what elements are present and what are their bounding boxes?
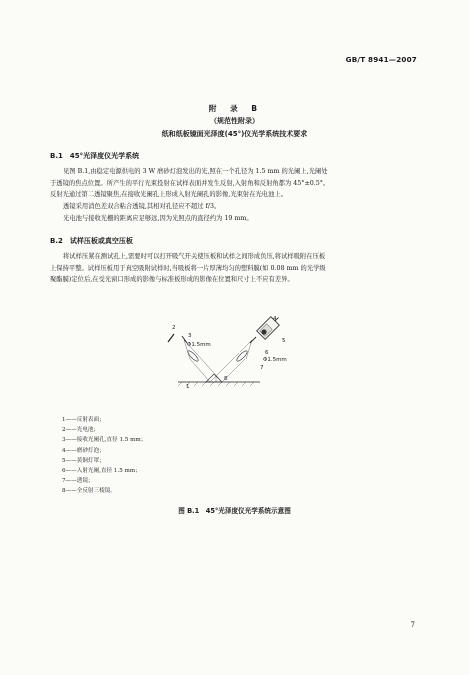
incident-aperture (250, 337, 256, 343)
lens-incident (235, 349, 248, 362)
figure-label: 5 (282, 338, 286, 344)
legend-item: 1——反射表面； (62, 417, 105, 423)
text-line: 反射光通过第二透镜聚焦,在接收光阑孔上形成入射光阑孔的影像,光束射在光电池上。 (50, 191, 287, 198)
hatch-mark (234, 382, 238, 386)
legend-item: 6——入射光阑,直径 1.5 mm； (62, 468, 141, 475)
legend-item: 2——光电池； (62, 427, 100, 434)
text-line: 见图 B.1,由稳定电源供电的 3 W 磨砂灯泡发出的光,照在一个孔径为 1.5 mm 的光阑上,光阑处 (63, 168, 328, 175)
appendix-subtitle: （规范性附录） (210, 117, 259, 125)
section-b1-paragraph-2 (50, 201, 422, 213)
aperture-label-left: Φ1.5mm (187, 342, 211, 348)
text-line: 上保持平整。试样压板用于真空吸附试样时,当吸板将一片厚薄均匀的塑料膜(如 0.08 mm 的光学级 (50, 264, 326, 272)
figure-caption: 图 B.1 45°光泽度仪光学系统示意图 (178, 507, 291, 515)
hatch-mark (242, 382, 246, 386)
figure-label: 3 (188, 333, 192, 339)
figure-label: 4 (273, 316, 277, 322)
lamp-housing (257, 313, 283, 339)
figure-label: 6 (265, 350, 269, 356)
lens-receiving (186, 349, 199, 362)
hatch-mark (210, 382, 214, 386)
optical-system-diagram (160, 312, 320, 404)
page-number: 7 (410, 621, 415, 629)
legend-item: 7——透镜； (62, 478, 94, 485)
hatch-mark (218, 382, 222, 386)
figure-legend (62, 415, 146, 497)
text-line: 于透镜的焦点位置。所产生的平行光束投射在试样表面并发生反射,入射角和反射角都为 45°±0.5°。 (50, 179, 330, 187)
text-line: 聚酯膜)定位后,在受光窗口形成的影像与标准板形成的影像在位置和尺寸上不应有差异。 (50, 276, 294, 283)
aperture-label-right: Φ1.5mm (263, 357, 287, 363)
hatch-mark (194, 382, 198, 386)
hatch-mark (178, 382, 182, 386)
appendix-heading: 纸和纸板镜面光泽度(45°)仪光学系统技术要求 (161, 130, 308, 138)
figure-label: 8 (224, 376, 228, 382)
section-b1-title: B.1 45°光泽度仪光学系统 (50, 152, 140, 160)
section-b1-paragraph-3 (50, 213, 422, 225)
section-b2-paragraph (50, 251, 422, 286)
hatch-mark (250, 382, 254, 386)
figure-label: 7 (260, 365, 264, 371)
hatch-mark (202, 382, 206, 386)
frosted-lamp (261, 329, 266, 334)
section-b2-title: B.2 试样压板或真空压板 (50, 237, 133, 245)
appendix-title: 附 录 B (208, 104, 261, 113)
photocell (168, 334, 174, 342)
standard-code: GB/T 8941—2007 (345, 55, 417, 64)
text-line: 将试样压紧在测试孔上,需要时可以打开吸气开关使压板和试样之间形成负压,将试样吸附在压板 (63, 253, 326, 260)
legend-item: 4——磨砂灯泡； (62, 447, 105, 454)
text-line: 光电池与接收光栅的距离应足够远,因为光照点的直径约为 19 mm。 (63, 215, 253, 222)
legend-item: 8——全反射三棱镜。 (62, 488, 116, 495)
figure-label: 2 (172, 325, 176, 331)
figure-label: 1 (186, 384, 190, 390)
legend-item: 3——接收光阑孔,直径 1.5 mm； (62, 437, 147, 444)
section-b1-paragraph-1 (50, 166, 422, 201)
legend-item: 5——黄铜灯罩； (62, 457, 105, 464)
hatch-mark (226, 382, 230, 386)
text-line: 透镜采用消色差双合粘合透镜,其相对孔径应不超过 f/3。 (63, 203, 221, 210)
